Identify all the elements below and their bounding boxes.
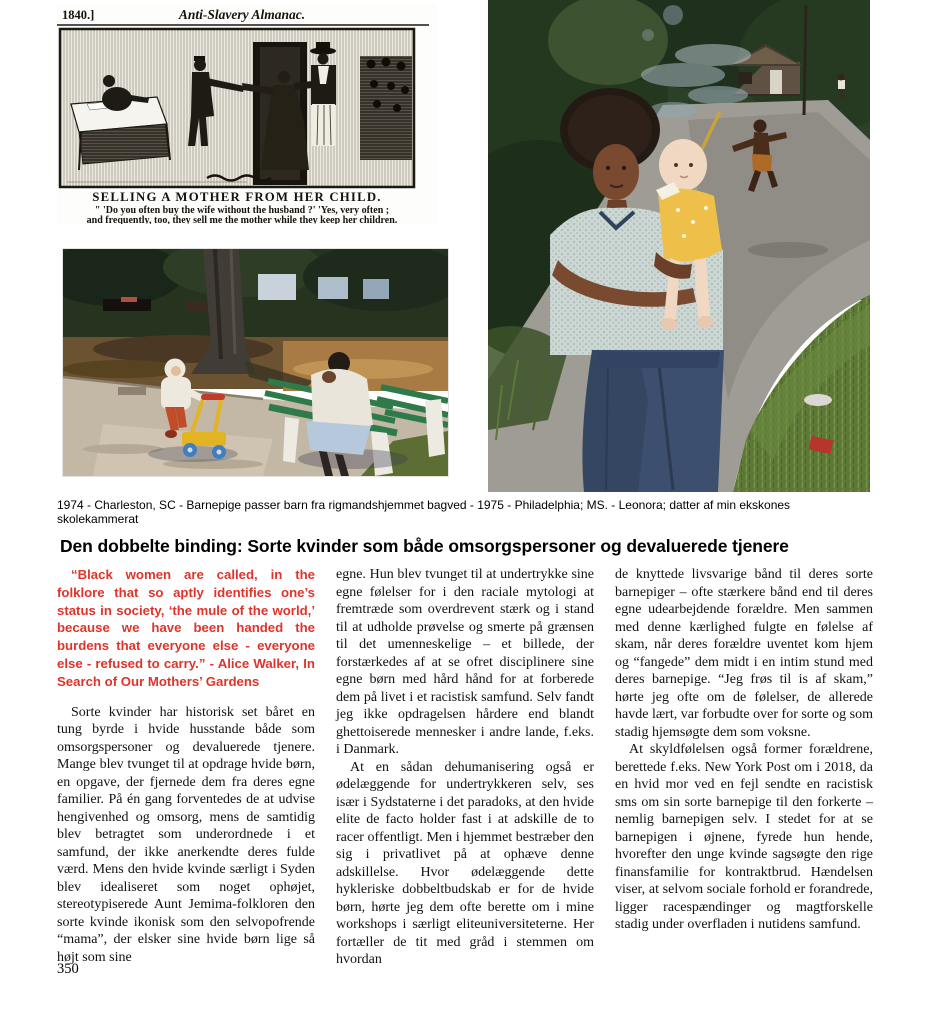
park-scene (63, 249, 448, 476)
column-2 (336, 566, 594, 969)
engraving-illustration (57, 4, 437, 224)
engraving-quote-line1: " 'Do you often buy the wife without the husband ?' 'Yes, very often ; (94, 205, 390, 216)
paragraph: At en sådan dehumanisering også er ødelæggende for undertrykkeren selv, ses især i Sydstaterne i det paradoks, at den hvide elite de facto holder fast i at adskille de to racer offentligt. Men i hjemmet bestræber den sig i privatlivet på at ophæve denne adskillelse. Hvor ødelæggende dette hykleriske dobbeltbudskab er for de hvide børn, hørte jeg dem ofte berette om i mine workshops i særligt eliteuniversiteterne. Her fortæller de tit med gråd i stemmen om hvordan (336, 759, 594, 967)
engraving-scene (60, 29, 414, 187)
article-heading: Den dobbelte binding: Sorte kvinder som både omsorgspersoner og devaluerede tjenere (60, 535, 789, 556)
paragraph: Sorte kvinder har historisk set båret en tung byrde i hvide husstande både som omsorgspersoner og devaluerede tjenere. Mange blev tvunget til at opdrage hvide børn, en opgave, der fjernede dem fra deres egne familier. På én gang forventedes de at udvise hengivenhed og omsorg, mens de samtidig blev betragtet som underordnede i et samfund, der ikke anerkendte deres fulde værd. Mens den hvide kvinde særligt i Syden blev idealiseret som noget ophøjet, stereotypiserede Aunt Jemima-folkloren den sorte kvinde ikonisk som den selvopofrende “mama”, der elsker sine hvide børn lige så højt som sine (57, 704, 315, 965)
roadside-scene (488, 0, 870, 492)
photo-caption: 1974 - Charleston, SC - Barnepige passer barn fra rigmandshjemmet bagved - 1975 - Philadelphia; MS. - Leonora; datter af min ekskones skolekammerat (57, 498, 791, 526)
paragraph: egne. Hun blev tvunget til at undertrykke sine egne følelser for i den raciale mytologi at fremtræde som overdrevent stærk og i stand til at udholde prøvelse og smerte på grænsen til det umenneskelige – et billede, der forstærkedes af at se ofret disciplinere sine egne børn med hård hånd for at forberede dem på livet i et racistisk samfund. Selv fandt jeg ikke opdragelsen hårdere end blandt ghettoiserede mennesker i andre lande, f.eks. i Danmark. (336, 567, 594, 757)
column-3 (615, 566, 873, 969)
engraving-quote-line2: and frequently, too, they sell me the mother while they keep her children. (86, 215, 398, 224)
column-1 (57, 566, 315, 969)
roadside-woman-baby-photo (488, 0, 870, 492)
page-number: 350 (57, 961, 79, 977)
baby-yellow-outfit (658, 189, 722, 262)
engraving-year-label: 1840.] (62, 8, 95, 22)
antislavery-almanac-engraving (57, 4, 437, 224)
litter (804, 394, 832, 406)
paragraph: At skyldfølelsen også former forældrene, berettede f.eks. New York Post om i 2018, da en hvid mor ved en fejl sendte en racistisk sms om sin sorte barnepige til den forkerte – nemlig barnepigen selv. I stedet for at se barnepigen i øjnene, fyrede hun hende, hvorefter den unge kvinde sagsøgte den rige finansfamilie for kontraktbrud. Hændelsen viser, at selvom sociale forhold er forandrede, ligger racespændinger og magtforskelle stadig under overfladen i nutidens samfund. (615, 742, 873, 932)
engraving-caption: SELLING A MOTHER FROM HER CHILD. (92, 190, 382, 204)
article-columns (57, 566, 873, 969)
engraving-title: Anti-Slavery Almanac. (178, 7, 306, 22)
park-nanny-photo (62, 248, 449, 477)
utility-pole (804, 5, 806, 115)
group-of-figures (360, 56, 412, 160)
paragraph: de knyttede livsvarige bånd til deres sorte barnepiger – ofte stærkere bånd end til deres egne udearbejdende forældre. Men sammen med denne kærlighed fulgte en følelse af skam, når deres forældre uventet kom hjem og “fangede” dem midt i en intim stund med deres barnepige. “Jeg frøs til is af skam,” hørte jeg ofte om de følelser, de allerede havde lært, var forbudte over for sorte og som stadig hjemsøgte dem som voksne. (615, 567, 873, 740)
pull-quote: “Black women are called, in the folklore that so aptly identifies one’s status in society, ‘the mule of the world,’ because we have been handed the burdens that everyone else - everyone else - refused to carry.” - Alice Walker, In Search of Our Mothers’ Gardens (57, 567, 315, 689)
